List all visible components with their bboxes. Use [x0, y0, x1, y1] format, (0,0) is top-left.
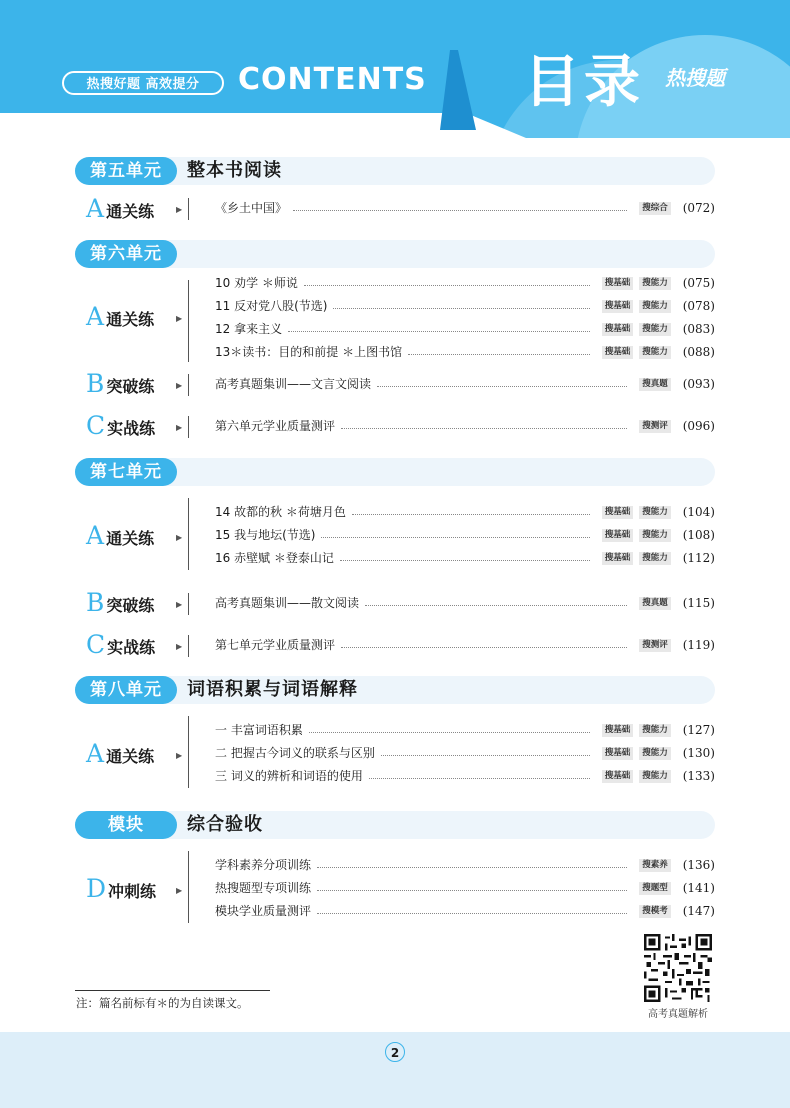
toc-title: 10 劝学 ＊师说: [215, 276, 298, 290]
toc-title: 15 我与地坛(节选): [215, 528, 316, 542]
leader-dots: [309, 732, 590, 733]
tag-badge: 搜基础: [602, 300, 634, 313]
toc-row[interactable]: [215, 199, 715, 217]
toc-row[interactable]: [215, 856, 715, 874]
section-label: [86, 194, 154, 224]
tag-badge: 搜测评: [639, 420, 671, 433]
section-label: [86, 302, 154, 332]
section-divider: [188, 593, 189, 615]
page-ref: (075): [682, 276, 715, 290]
footnote: 注：篇名前标有＊的为自读课文。: [76, 996, 249, 1010]
unit-label: 模块: [75, 811, 177, 839]
section-word: 通关练: [106, 202, 155, 221]
toc-row[interactable]: [215, 297, 715, 315]
section-divider: [188, 498, 189, 570]
page-ref: (078): [682, 299, 715, 313]
toc-title: 11 反对党八股(节选): [215, 299, 328, 313]
page-ref: (136): [682, 858, 715, 872]
tag-badge: 搜基础: [602, 323, 634, 336]
page-ref: (093): [682, 377, 715, 391]
unit-header: [75, 458, 715, 486]
chevron-right-icon: ▶: [176, 642, 183, 651]
section-letter: A: [86, 521, 105, 550]
page-number: 2: [385, 1042, 405, 1062]
toc-row[interactable]: [215, 549, 715, 567]
toc-title: 一 丰富词语积累: [215, 723, 303, 737]
toc-title: 16 赤壁赋 ＊登泰山记: [215, 551, 334, 565]
page-ref: (096): [682, 419, 715, 433]
section-label: [86, 521, 154, 551]
section-divider: [188, 198, 189, 220]
section-word: 冲刺练: [108, 882, 157, 901]
page-ref: (072): [682, 201, 715, 215]
unit-header: [75, 157, 715, 185]
unit-title: 整本书阅读: [187, 160, 282, 181]
chevron-right-icon: ▶: [176, 423, 183, 432]
brand-label: 热搜题: [665, 66, 725, 90]
leader-dots: [333, 308, 589, 309]
unit-title: 词语积累与词语解释: [187, 679, 358, 700]
tag-badge: 搜真题: [639, 597, 671, 610]
unit-label: 第八单元: [75, 676, 177, 704]
unit-label: 第五单元: [75, 157, 177, 185]
page-ref: (115): [682, 596, 715, 610]
toc-title: 三 词义的辨析和词语的使用: [215, 769, 363, 783]
page-ref: (119): [682, 638, 715, 652]
tag-badge: 搜能力: [639, 323, 671, 336]
tag-badge: 搜能力: [639, 277, 671, 290]
toc-title: 第七单元学业质量测评: [215, 638, 336, 652]
section-letter: C: [86, 411, 106, 440]
toc-row[interactable]: [215, 721, 715, 739]
tag-badge: 搜基础: [602, 724, 634, 737]
leader-dots: [408, 354, 590, 355]
page-title: 目录: [524, 49, 644, 115]
toc-row[interactable]: [215, 767, 715, 785]
tag-badge: 搜综合: [639, 202, 671, 215]
unit-header: [75, 676, 715, 704]
section-letter: D: [86, 874, 107, 903]
tag-badge: 搜真题: [639, 378, 671, 391]
page-ref: (130): [682, 746, 715, 760]
tag-badge: 搜基础: [602, 529, 634, 542]
qr-caption: 高考真题解析: [648, 1009, 708, 1020]
toc-row[interactable]: [215, 902, 715, 920]
section-divider: [188, 716, 189, 788]
tag-badge: 搜基础: [602, 770, 634, 783]
section-label: [86, 739, 154, 769]
section-divider: [188, 635, 189, 657]
section-letter: A: [86, 302, 105, 331]
leader-dots: [317, 913, 627, 914]
leader-dots: [321, 537, 589, 538]
tag-badge: 搜测评: [639, 639, 671, 652]
leader-dots: [317, 867, 627, 868]
page-ref: (147): [682, 904, 715, 918]
unit-title: 综合验收: [187, 814, 263, 835]
section-label: [86, 874, 156, 904]
page-ref: (083): [682, 322, 715, 336]
leader-dots: [352, 514, 590, 515]
toc-row[interactable]: [215, 274, 715, 292]
qr-code-icon[interactable]: [644, 934, 712, 1002]
section-word: 通关练: [106, 529, 155, 548]
leader-dots: [369, 778, 590, 779]
tag-badge: 搜能力: [639, 770, 671, 783]
tag-badge: 搜基础: [602, 552, 634, 565]
tag-badge: 搜能力: [639, 747, 671, 760]
tag-badge: 搜基础: [602, 346, 634, 359]
section-divider: [188, 851, 189, 923]
slogan-badge: 热搜好题 高效提分: [62, 71, 224, 95]
toc-title: 13＊读书：目的和前提 ＊上图书馆: [215, 345, 403, 359]
tag-badge: 搜题型: [639, 882, 671, 895]
section-word: 突破练: [106, 377, 155, 396]
chevron-right-icon: ▶: [176, 600, 183, 609]
chevron-right-icon: ▶: [176, 751, 183, 760]
page-ref: (108): [682, 528, 715, 542]
section-divider: [188, 280, 189, 362]
tag-badge: 搜能力: [639, 552, 671, 565]
leader-dots: [341, 428, 627, 429]
tag-badge: 搜素养: [639, 859, 671, 872]
leader-dots: [340, 560, 590, 561]
toc-title: 模块学业质量测评: [215, 904, 312, 918]
chevron-right-icon: ▶: [176, 205, 183, 214]
chevron-right-icon: ▶: [176, 314, 183, 323]
section-divider: [188, 416, 189, 438]
section-label: [86, 411, 155, 441]
tag-badge: 搜能力: [639, 300, 671, 313]
chevron-right-icon: ▶: [176, 886, 183, 895]
unit-header: [75, 240, 715, 268]
section-word: 通关练: [106, 310, 155, 329]
page-ref: (133): [682, 769, 715, 783]
toc-title: 二 把握古今词义的联系与区别: [215, 746, 375, 760]
toc-row[interactable]: [215, 503, 715, 521]
toc-row[interactable]: [215, 343, 715, 361]
header-bottom-band: [0, 113, 470, 138]
section-letter: A: [86, 739, 105, 768]
toc-title: 学科素养分项训练: [215, 858, 312, 872]
page-ref: (104): [682, 505, 715, 519]
tag-badge: 搜能力: [639, 724, 671, 737]
section-label: [86, 369, 154, 399]
section-label: [86, 588, 154, 618]
chevron-right-icon: ▶: [176, 381, 183, 390]
leader-dots: [377, 386, 627, 387]
toc-row[interactable]: [215, 375, 715, 393]
section-divider: [188, 374, 189, 396]
page-ref: (112): [682, 551, 715, 565]
contents-heading: CONTENTS: [238, 62, 427, 97]
toc-row[interactable]: [215, 594, 715, 612]
toc-title: 高考真题集训——文言文阅读: [215, 377, 372, 391]
section-letter: C: [86, 630, 106, 659]
section-word: 实战练: [107, 638, 156, 657]
section-word: 实战练: [107, 419, 156, 438]
tag-badge: 搜模考: [639, 905, 671, 918]
toc-title: 第六单元学业质量测评: [215, 419, 336, 433]
section-label: [86, 630, 155, 660]
tag-badge: 搜基础: [602, 277, 634, 290]
leader-dots: [317, 890, 627, 891]
toc-row[interactable]: [215, 417, 715, 435]
page-ref: (127): [682, 723, 715, 737]
section-letter: B: [86, 588, 105, 617]
page-ref: (141): [682, 881, 715, 895]
page-ref: (088): [682, 345, 715, 359]
chevron-right-icon: ▶: [176, 533, 183, 542]
toc-row[interactable]: [215, 636, 715, 654]
section-letter: A: [86, 194, 105, 223]
toc-title: 12 拿来主义: [215, 322, 283, 336]
toc-row[interactable]: [215, 879, 715, 897]
toc-row[interactable]: [215, 744, 715, 762]
section-letter: B: [86, 369, 105, 398]
toc-row[interactable]: [215, 526, 715, 544]
leader-dots: [293, 210, 627, 211]
toc-title: 热搜题型专项训练: [215, 881, 312, 895]
section-word: 通关练: [106, 747, 155, 766]
leader-dots: [304, 285, 590, 286]
unit-label: 第六单元: [75, 240, 177, 268]
tag-badge: 搜能力: [639, 346, 671, 359]
toc-title: 《乡土中国》: [215, 201, 288, 215]
leader-dots: [341, 647, 627, 648]
header-wedge-decor: [436, 0, 526, 138]
leader-dots: [365, 605, 627, 606]
unit-header: [75, 811, 715, 839]
tag-badge: 搜能力: [639, 506, 671, 519]
note-divider: [75, 990, 270, 991]
tag-badge: 搜能力: [639, 529, 671, 542]
leader-dots: [381, 755, 590, 756]
leader-dots: [288, 331, 590, 332]
tag-badge: 搜基础: [602, 506, 634, 519]
section-word: 突破练: [106, 596, 155, 615]
toc-row[interactable]: [215, 320, 715, 338]
unit-label: 第七单元: [75, 458, 177, 486]
toc-title: 高考真题集训——散文阅读: [215, 596, 360, 610]
tag-badge: 搜基础: [602, 747, 634, 760]
toc-title: 14 故都的秋 ＊荷塘月色: [215, 505, 346, 519]
